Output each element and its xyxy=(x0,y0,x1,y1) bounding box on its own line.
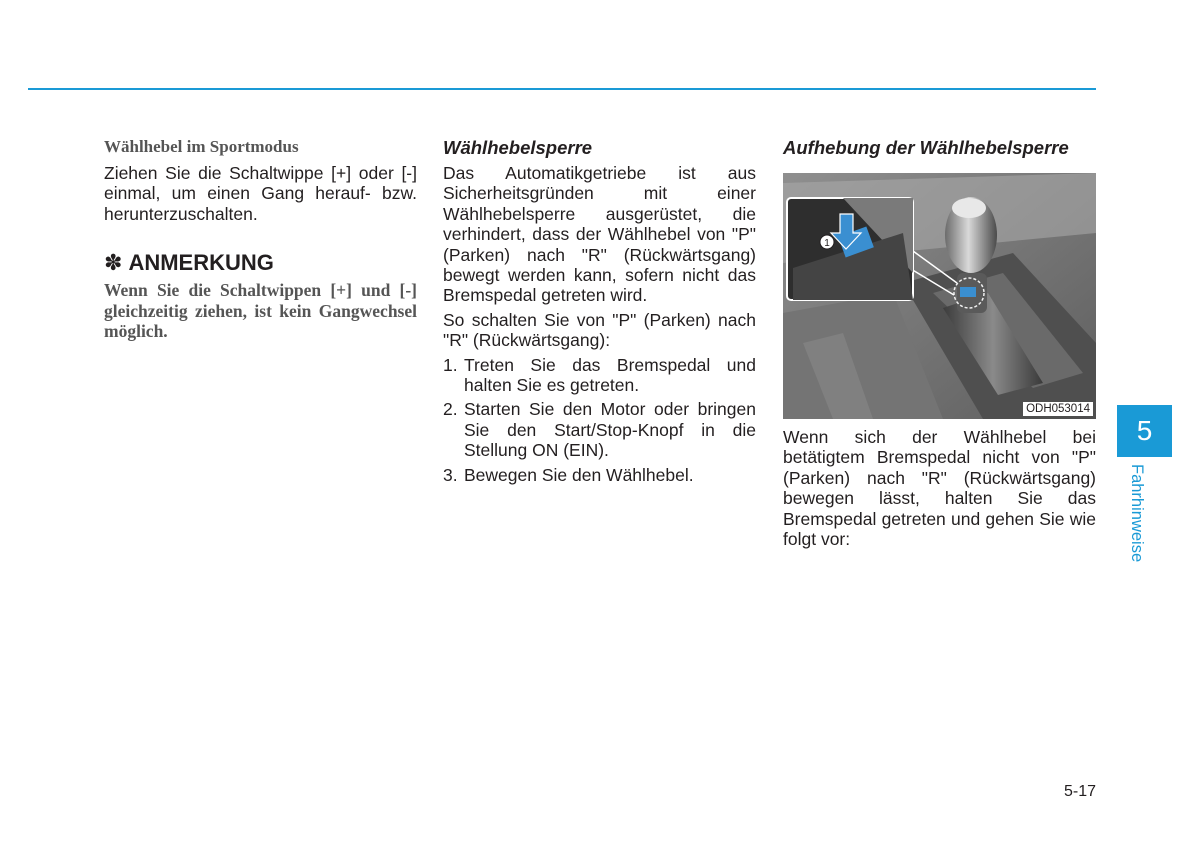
step-number: 2. xyxy=(443,399,458,420)
shift-lock-release-paragraph: Wenn sich der Wählhebel bei betätigtem Bremspedal nicht von "P" (Parken) nach "R" (Rückwärtsgang) bewegen lässt, halten Sie das Bremspedal getreten und gehen Sie wie folgt vor: xyxy=(783,427,1096,550)
step-text: Bewegen Sie den Wählhebel. xyxy=(464,464,694,485)
chapter-label-container xyxy=(1127,464,1149,574)
note-title-text: ANMERKUNG xyxy=(128,250,274,276)
shift-lock-paragraph: Das Automatikgetriebe ist aus Sicherheitsgründen mit einer Wählhebelsperre ausgerüstet, die verhindert, dass der Wählhebel von "P" (Parken) nach "R" (Rückwärtsgang) bewegt werden kann, sofern nicht das Bremspedal getreten wird. xyxy=(443,163,756,306)
chapter-tab xyxy=(1117,405,1172,457)
list-item xyxy=(443,465,756,485)
shift-lock-release-heading: Aufhebung der Wählhebelsperre xyxy=(783,137,1069,158)
step-text: Treten Sie das Bremspedal und halten Sie es getreten. xyxy=(464,354,756,396)
figure-code: ODH053014 xyxy=(1023,402,1093,416)
figure-callout: 1 xyxy=(824,238,830,249)
header-rule xyxy=(28,88,1096,90)
shift-lock-heading: Wählhebelsperre xyxy=(443,137,593,158)
sport-mode-paragraph: Ziehen Sie die Schaltwippe [+] oder [-] einmal, um einen Gang herauf- bzw. herunterzuschalten. xyxy=(104,163,417,224)
step-text: Starten Sie den Motor oder bringen Sie den Start/Stop-Knopf in die Stellung ON (EIN). xyxy=(464,399,756,461)
shift-lever-figure xyxy=(783,173,1096,419)
shift-instructions-intro: So schalten Sie von "P" (Parken) nach "R" (Rückwärtsgang): xyxy=(443,309,756,351)
chapter-number: 5 xyxy=(1136,415,1153,446)
page-number: 5-17 xyxy=(1063,783,1096,800)
step-number: 1. xyxy=(443,354,458,375)
note-text: Wenn Sie die Schaltwippen [+] und [-] gleichzeitig ziehen, ist kein Gangwechsel möglich. xyxy=(104,280,417,342)
steps-list xyxy=(443,355,756,485)
sport-mode-heading: Wählhebel im Sportmodus xyxy=(104,137,299,156)
step-number: 3. xyxy=(443,464,458,485)
column-right xyxy=(783,137,1096,549)
chapter-label: Fahrhinweise xyxy=(1128,464,1146,563)
note-block xyxy=(104,250,417,341)
column-left xyxy=(104,137,417,341)
list-item xyxy=(443,399,756,460)
list-item xyxy=(443,355,756,396)
shift-lever-illustration xyxy=(783,173,1096,419)
note-title xyxy=(104,250,417,276)
column-middle xyxy=(443,137,756,489)
note-symbol-icon: ✽ xyxy=(104,250,123,276)
